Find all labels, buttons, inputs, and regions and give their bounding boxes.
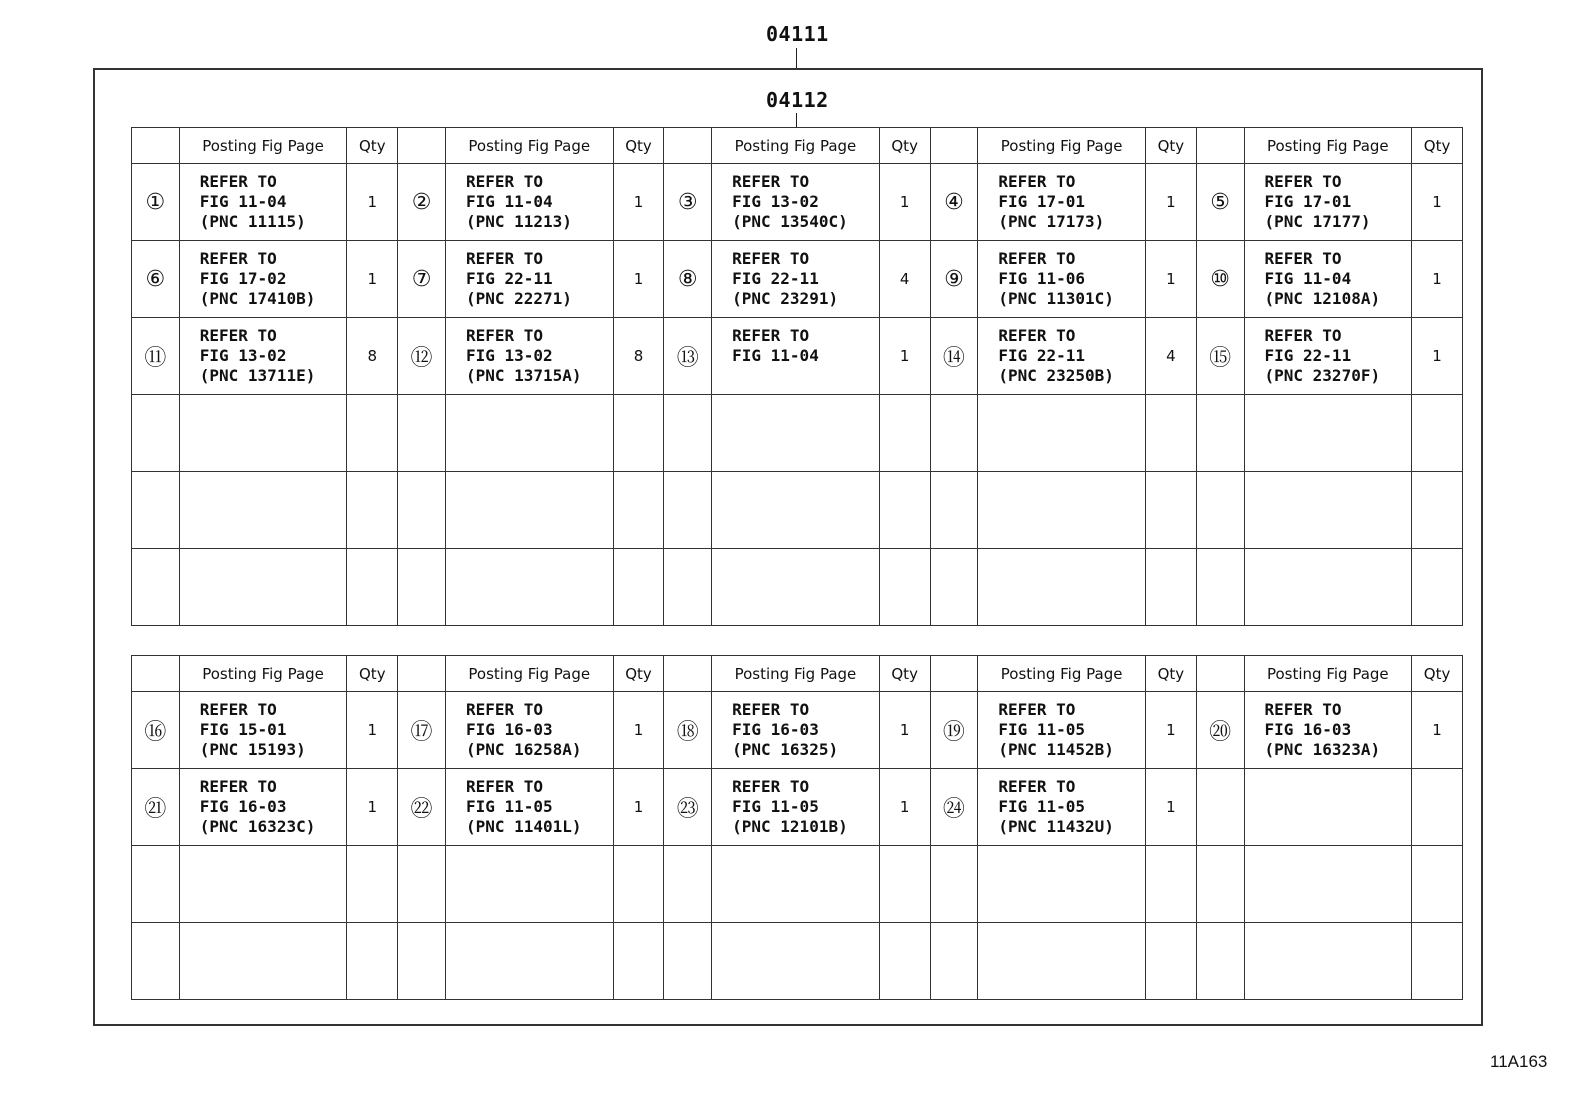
item-number: ㉑	[132, 769, 180, 846]
item-number: ②	[398, 164, 446, 241]
reference-cell	[1244, 318, 1412, 395]
reference-line: (PNC 16258A)	[465, 740, 582, 759]
reference-line: (PNC 15193)	[199, 740, 306, 759]
header-blank	[132, 656, 180, 692]
item-number: ⑭	[930, 318, 978, 395]
header-posting-fig-page: Posting Fig Page	[712, 128, 880, 164]
reference-line: (PNC 11432U)	[998, 817, 1114, 836]
reference-cell	[1244, 769, 1412, 846]
item-number: ⑧	[664, 241, 712, 318]
reference-cell	[978, 318, 1146, 395]
reference-line: REFER TO	[1264, 326, 1342, 345]
header-posting-fig-page: Posting Fig Page	[1244, 656, 1412, 692]
empty-cell	[978, 923, 1146, 1000]
reference-line: (PNC 11213)	[465, 212, 572, 231]
header-row	[132, 128, 1463, 164]
item-number: ⑪	[132, 318, 180, 395]
empty-cell	[613, 549, 664, 626]
empty-cell	[1145, 846, 1196, 923]
reference-line: FIG 22-11	[465, 269, 553, 288]
header-blank	[1196, 128, 1244, 164]
header-blank	[132, 128, 180, 164]
header-posting-fig-page: Posting Fig Page	[179, 128, 347, 164]
reference-line: REFER TO	[732, 172, 810, 191]
empty-cell	[1412, 472, 1463, 549]
empty-cell	[613, 846, 664, 923]
empty-cell	[1145, 549, 1196, 626]
empty-cell	[179, 472, 347, 549]
empty-cell	[1145, 923, 1196, 1000]
header-qty: Qty	[1412, 128, 1463, 164]
reference-line: FIG 22-11	[1264, 346, 1352, 365]
reference-line: FIG 11-05	[465, 797, 553, 816]
empty-cell	[398, 549, 446, 626]
reference-line: FIG 11-04	[465, 192, 553, 211]
table-row	[132, 692, 1463, 769]
qty-value: 1	[347, 164, 398, 241]
reference-line: REFER TO	[465, 326, 543, 345]
blank-row	[132, 846, 1463, 923]
reference-line: FIG 16-03	[465, 720, 553, 739]
empty-cell	[445, 472, 613, 549]
empty-cell	[132, 923, 180, 1000]
empty-cell	[398, 923, 446, 1000]
header-qty: Qty	[613, 128, 664, 164]
qty-value: 1	[1145, 769, 1196, 846]
empty-cell	[879, 549, 930, 626]
reference-cell	[712, 164, 880, 241]
empty-cell	[930, 549, 978, 626]
item-number: ⑨	[930, 241, 978, 318]
empty-cell	[1196, 549, 1244, 626]
table-row	[132, 769, 1463, 846]
qty-value: 4	[1145, 318, 1196, 395]
qty-value: 1	[1412, 241, 1463, 318]
empty-cell	[1244, 472, 1412, 549]
qty-value: 1	[613, 241, 664, 318]
empty-cell	[978, 846, 1146, 923]
empty-cell	[978, 549, 1146, 626]
reference-line: FIG 22-11	[998, 346, 1086, 365]
empty-cell	[179, 846, 347, 923]
reference-line: FIG 11-04	[1264, 269, 1352, 288]
qty-value: 1	[347, 692, 398, 769]
item-number: ⑦	[398, 241, 446, 318]
qty-value: 1	[1145, 164, 1196, 241]
header-posting-fig-page: Posting Fig Page	[445, 128, 613, 164]
header-qty: Qty	[1145, 656, 1196, 692]
reference-line: REFER TO	[465, 172, 543, 191]
empty-cell	[445, 395, 613, 472]
qty-value: 8	[613, 318, 664, 395]
reference-line: (PNC 11401L)	[465, 817, 582, 836]
header-blank	[664, 128, 712, 164]
header-qty: Qty	[879, 128, 930, 164]
reference-cell	[179, 241, 347, 318]
item-number: ⑥	[132, 241, 180, 318]
header-blank	[664, 656, 712, 692]
reference-line: FIG 11-06	[998, 269, 1086, 288]
reference-line: (PNC 17177)	[1264, 212, 1371, 231]
empty-cell	[347, 395, 398, 472]
reference-line: REFER TO	[732, 777, 810, 796]
item-number: ⑬	[664, 318, 712, 395]
qty-value: 1	[879, 692, 930, 769]
reference-line: REFER TO	[465, 249, 543, 268]
header-posting-fig-page: Posting Fig Page	[978, 128, 1146, 164]
qty-value: 1	[1412, 164, 1463, 241]
item-number: ㉓	[664, 769, 712, 846]
header-posting-fig-page: Posting Fig Page	[445, 656, 613, 692]
reference-line: REFER TO	[465, 777, 543, 796]
empty-cell	[930, 395, 978, 472]
reference-line: (PNC 13715A)	[465, 366, 582, 385]
reference-line: FIG 22-11	[732, 269, 819, 288]
empty-cell	[1412, 846, 1463, 923]
header-posting-fig-page: Posting Fig Page	[179, 656, 347, 692]
reference-cell	[179, 318, 347, 395]
reference-line: (PNC 13711E)	[199, 366, 316, 385]
empty-cell	[1244, 923, 1412, 1000]
qty-value: 4	[879, 241, 930, 318]
reference-line: REFER TO	[1264, 172, 1342, 191]
reference-line: (PNC 23291)	[732, 289, 839, 308]
empty-cell	[1196, 395, 1244, 472]
header-qty: Qty	[1412, 656, 1463, 692]
reference-line: (PNC 11115)	[199, 212, 306, 231]
reference-line: REFER TO	[998, 249, 1076, 268]
qty-value: 1	[1145, 692, 1196, 769]
qty-value: 1	[879, 164, 930, 241]
leader-line-04111	[796, 48, 797, 68]
empty-cell	[930, 472, 978, 549]
empty-cell	[712, 395, 880, 472]
empty-cell	[179, 549, 347, 626]
item-number: ⑯	[132, 692, 180, 769]
empty-cell	[613, 472, 664, 549]
qty-value: 1	[613, 692, 664, 769]
item-number: ⑫	[398, 318, 446, 395]
blank-row	[132, 923, 1463, 1000]
reference-line: REFER TO	[1264, 700, 1342, 719]
item-number: ⑰	[398, 692, 446, 769]
reference-cell	[712, 769, 880, 846]
reference-cell	[978, 692, 1146, 769]
reference-cell	[445, 692, 613, 769]
table-row	[132, 318, 1463, 395]
empty-cell	[347, 923, 398, 1000]
empty-cell	[1244, 549, 1412, 626]
empty-cell	[1244, 395, 1412, 472]
reference-line: (PNC 17173)	[998, 212, 1105, 231]
item-number: ④	[930, 164, 978, 241]
header-qty: Qty	[879, 656, 930, 692]
empty-cell	[664, 472, 712, 549]
item-number: ①	[132, 164, 180, 241]
empty-cell	[347, 549, 398, 626]
empty-cell	[1196, 472, 1244, 549]
item-number: ⑮	[1196, 318, 1244, 395]
empty-cell	[179, 395, 347, 472]
header-qty: Qty	[347, 656, 398, 692]
reference-line: (PNC 16325)	[732, 740, 839, 759]
parts-table-2	[131, 655, 1463, 1000]
empty-cell	[398, 472, 446, 549]
reference-line: (PNC 16323A)	[1264, 740, 1381, 759]
reference-line: REFER TO	[732, 326, 810, 345]
reference-line: REFER TO	[998, 777, 1076, 796]
table-row	[132, 164, 1463, 241]
reference-line: REFER TO	[732, 249, 810, 268]
reference-line: REFER TO	[199, 249, 277, 268]
reference-line: FIG 15-01	[199, 720, 287, 739]
empty-cell	[712, 472, 880, 549]
item-number	[1196, 769, 1244, 846]
qty-value: 1	[1145, 241, 1196, 318]
leader-line-04112	[796, 113, 797, 128]
reference-cell	[179, 692, 347, 769]
callout-04112: 04112	[766, 88, 829, 112]
reference-line: FIG 16-03	[1264, 720, 1352, 739]
reference-line: FIG 11-04	[732, 346, 819, 365]
qty-value: 1	[613, 769, 664, 846]
empty-cell	[712, 923, 880, 1000]
qty-value: 1	[879, 318, 930, 395]
reference-cell	[1244, 692, 1412, 769]
empty-cell	[879, 923, 930, 1000]
reference-line: REFER TO	[998, 172, 1076, 191]
header-posting-fig-page: Posting Fig Page	[978, 656, 1146, 692]
reference-line: (PNC 12108A)	[1264, 289, 1381, 308]
reference-line: REFER TO	[199, 326, 277, 345]
header-qty: Qty	[1145, 128, 1196, 164]
reference-line	[1265, 817, 1412, 837]
empty-cell	[664, 549, 712, 626]
reference-line: FIG 16-03	[199, 797, 287, 816]
reference-line: FIG 17-01	[1264, 192, 1352, 211]
empty-cell	[930, 846, 978, 923]
header-blank	[398, 128, 446, 164]
reference-cell	[978, 241, 1146, 318]
header-row	[132, 656, 1463, 692]
reference-line: FIG 13-02	[465, 346, 553, 365]
reference-line: REFER TO	[732, 700, 810, 719]
empty-cell	[613, 395, 664, 472]
empty-cell	[398, 395, 446, 472]
empty-cell	[1196, 846, 1244, 923]
header-blank	[1196, 656, 1244, 692]
empty-cell	[879, 395, 930, 472]
empty-cell	[445, 549, 613, 626]
qty-value: 1	[879, 769, 930, 846]
empty-cell	[664, 395, 712, 472]
parts-table-1	[131, 127, 1463, 626]
empty-cell	[398, 846, 446, 923]
reference-line: (PNC 11452B)	[998, 740, 1114, 759]
reference-line: REFER TO	[1264, 249, 1342, 268]
reference-line: (PNC 16323C)	[199, 817, 316, 836]
header-posting-fig-page: Posting Fig Page	[1244, 128, 1412, 164]
empty-cell	[879, 846, 930, 923]
item-number: ⑱	[664, 692, 712, 769]
qty-value: 1	[613, 164, 664, 241]
item-number: ⑤	[1196, 164, 1244, 241]
reference-cell	[179, 769, 347, 846]
empty-cell	[1412, 549, 1463, 626]
empty-cell	[1145, 472, 1196, 549]
header-qty: Qty	[613, 656, 664, 692]
qty-value: 1	[347, 241, 398, 318]
empty-cell	[1145, 395, 1196, 472]
empty-cell	[664, 923, 712, 1000]
table-row	[132, 241, 1463, 318]
reference-line: FIG 11-04	[199, 192, 287, 211]
empty-cell	[712, 846, 880, 923]
empty-cell	[712, 549, 880, 626]
empty-cell	[347, 472, 398, 549]
reference-line: (PNC 17410B)	[199, 289, 316, 308]
reference-line: FIG 13-02	[732, 192, 819, 211]
qty-value: 1	[347, 769, 398, 846]
item-number: ⑳	[1196, 692, 1244, 769]
reference-line	[732, 366, 879, 386]
reference-cell	[978, 769, 1146, 846]
empty-cell	[978, 395, 1146, 472]
empty-cell	[132, 846, 180, 923]
header-blank	[930, 656, 978, 692]
reference-line: REFER TO	[465, 700, 543, 719]
figure-code: 11A163	[1490, 1052, 1548, 1071]
reference-cell	[445, 164, 613, 241]
header-blank	[930, 128, 978, 164]
empty-cell	[930, 923, 978, 1000]
empty-cell	[179, 923, 347, 1000]
empty-cell	[879, 472, 930, 549]
reference-line: REFER TO	[998, 700, 1076, 719]
item-number: ⑲	[930, 692, 978, 769]
empty-cell	[132, 395, 180, 472]
item-number: ⑩	[1196, 241, 1244, 318]
empty-cell	[445, 846, 613, 923]
reference-line	[1265, 797, 1412, 817]
reference-line: (PNC 12101B)	[732, 817, 848, 836]
reference-line: REFER TO	[199, 777, 277, 796]
reference-line	[1265, 777, 1412, 797]
reference-cell	[1244, 164, 1412, 241]
reference-line: FIG 17-01	[998, 192, 1086, 211]
reference-line: (PNC 22271)	[465, 289, 572, 308]
reference-line: FIG 11-05	[998, 797, 1086, 816]
item-number: ㉒	[398, 769, 446, 846]
header-qty: Qty	[347, 128, 398, 164]
empty-cell	[664, 846, 712, 923]
empty-cell	[132, 472, 180, 549]
empty-cell	[445, 923, 613, 1000]
empty-cell	[613, 923, 664, 1000]
reference-cell	[179, 164, 347, 241]
reference-line: (PNC 11301C)	[998, 289, 1114, 308]
empty-cell	[1244, 846, 1412, 923]
reference-cell	[712, 318, 880, 395]
reference-line: FIG 16-03	[732, 720, 819, 739]
qty-value: 8	[347, 318, 398, 395]
reference-line: (PNC 13540C)	[732, 212, 848, 231]
reference-line: (PNC 23250B)	[998, 366, 1114, 385]
reference-cell	[1244, 241, 1412, 318]
blank-row	[132, 549, 1463, 626]
reference-cell	[712, 241, 880, 318]
empty-cell	[1412, 923, 1463, 1000]
qty-value	[1412, 769, 1463, 846]
reference-cell	[445, 769, 613, 846]
empty-cell	[1412, 395, 1463, 472]
header-blank	[398, 656, 446, 692]
reference-line: REFER TO	[199, 700, 277, 719]
reference-line: REFER TO	[199, 172, 277, 191]
qty-value: 1	[1412, 692, 1463, 769]
reference-line: REFER TO	[998, 326, 1076, 345]
reference-cell	[445, 318, 613, 395]
callout-04111: 04111	[766, 22, 829, 46]
empty-cell	[978, 472, 1146, 549]
reference-line: FIG 13-02	[199, 346, 287, 365]
blank-row	[132, 395, 1463, 472]
empty-cell	[132, 549, 180, 626]
empty-cell	[1196, 923, 1244, 1000]
reference-line: FIG 11-05	[732, 797, 819, 816]
reference-cell	[978, 164, 1146, 241]
qty-value: 1	[1412, 318, 1463, 395]
reference-line: FIG 17-02	[199, 269, 287, 288]
item-number: ㉔	[930, 769, 978, 846]
item-number: ③	[664, 164, 712, 241]
reference-cell	[445, 241, 613, 318]
header-posting-fig-page: Posting Fig Page	[712, 656, 880, 692]
reference-line: (PNC 23270F)	[1264, 366, 1381, 385]
reference-line: FIG 11-05	[998, 720, 1086, 739]
reference-cell	[712, 692, 880, 769]
blank-row	[132, 472, 1463, 549]
empty-cell	[347, 846, 398, 923]
